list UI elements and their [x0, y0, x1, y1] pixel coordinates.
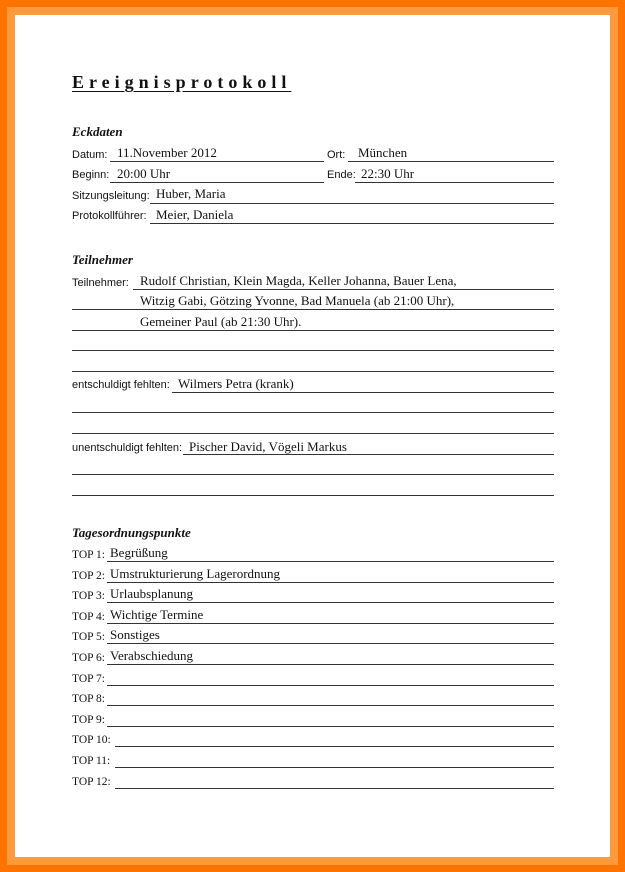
- top-label: TOP 2:: [72, 569, 105, 582]
- top-value: Wichtige Termine: [110, 606, 204, 622]
- top-line: [107, 582, 554, 583]
- protokollfuehrer-value: Meier, Daniela: [156, 207, 234, 222]
- rule: [72, 433, 554, 434]
- datum-line: [110, 161, 324, 162]
- top-label: TOP 11:: [72, 755, 111, 767]
- top-value: Begrüßung: [110, 545, 168, 560]
- top-line: [107, 561, 554, 562]
- ort-value: München: [358, 145, 408, 160]
- top-value: Umstrukturierung Lagerordnung: [110, 565, 281, 581]
- rule: [72, 412, 554, 413]
- rule: [72, 350, 554, 351]
- top-value: Urlaubsplanung: [110, 586, 194, 602]
- top-label: TOP 9:: [72, 713, 105, 726]
- rule: [72, 330, 554, 331]
- rule: [72, 371, 554, 372]
- top-line: [107, 623, 554, 624]
- unentschuldigt-value: Pischer David, Vögeli Markus: [189, 439, 347, 454]
- rule: [183, 454, 554, 455]
- teilnehmer-label: Teilnehmer:: [72, 277, 129, 289]
- ort-label: Ort:: [327, 149, 346, 161]
- teilnehmer-line-1: Rudolf Christian, Klein Magda, Keller Johanna, Bauer Lena,: [140, 273, 457, 288]
- top-label: TOP 3:: [72, 590, 105, 603]
- top-line: [107, 643, 554, 644]
- datum-label: Datum:: [72, 149, 108, 161]
- beginn-label: Beginn:: [72, 169, 110, 181]
- rule: [72, 309, 554, 310]
- sitzungsleitung-value: Huber, Maria: [156, 186, 226, 201]
- rule: [72, 495, 554, 496]
- section-teilnehmer: Teilnehmer: [72, 252, 133, 267]
- top-line: [107, 664, 554, 665]
- beginn-line: [110, 182, 324, 183]
- rule: [72, 474, 554, 475]
- ende-value: 22:30 Uhr: [361, 166, 415, 181]
- sitzungsleitung-line: [150, 203, 554, 204]
- top-label: TOP 10:: [72, 734, 111, 747]
- protokollfuehrer-line: [150, 223, 554, 224]
- rule: [133, 289, 554, 290]
- section-eckdaten: Eckdaten: [72, 124, 123, 139]
- teilnehmer-line-3: Gemeiner Paul (ab 21:30 Uhr).: [140, 314, 302, 329]
- top-value: Sonstiges: [110, 627, 160, 643]
- protokollfuehrer-label: Protokollführer:: [72, 210, 147, 222]
- datum-value: 11.November 2012: [117, 145, 217, 160]
- top-line: [115, 767, 554, 768]
- top-line: [107, 726, 554, 727]
- ende-label: Ende:: [327, 169, 356, 181]
- top-value: Verabschiedung: [110, 648, 194, 663]
- top-label: TOP 4:: [72, 610, 105, 623]
- top-label: TOP 8:: [72, 693, 105, 706]
- sitzungsleitung-label: Sitzungsleitung:: [72, 190, 150, 202]
- unentschuldigt-label: unentschuldigt fehlten:: [72, 442, 183, 454]
- top-line: [107, 602, 554, 603]
- top-line: [115, 746, 554, 747]
- teilnehmer-line-2: Witzig Gabi, Götzing Yvonne, Bad Manuela (ab 21:00 Uhr),: [140, 293, 455, 308]
- entschuldigt-value: Wilmers Petra (krank): [178, 376, 294, 391]
- ort-line: [348, 161, 554, 162]
- ende-line: [355, 182, 554, 183]
- top-line: [115, 788, 554, 789]
- page-title: Ereignisprotokoll: [72, 72, 292, 92]
- top-label: TOP 1:: [72, 549, 105, 561]
- entschuldigt-label: entschuldigt fehlten:: [72, 379, 170, 391]
- top-line: [107, 685, 554, 686]
- top-label: TOP 12:: [72, 775, 111, 788]
- top-label: TOP 5:: [72, 631, 105, 644]
- section-tagesordnungspunkte: Tagesordnungspunkte: [72, 525, 191, 540]
- top-label: TOP 6:: [72, 652, 105, 664]
- top-line: [107, 705, 554, 706]
- rule: [172, 392, 554, 393]
- beginn-value: 20:00 Uhr: [117, 166, 171, 181]
- top-label: TOP 7:: [72, 672, 105, 685]
